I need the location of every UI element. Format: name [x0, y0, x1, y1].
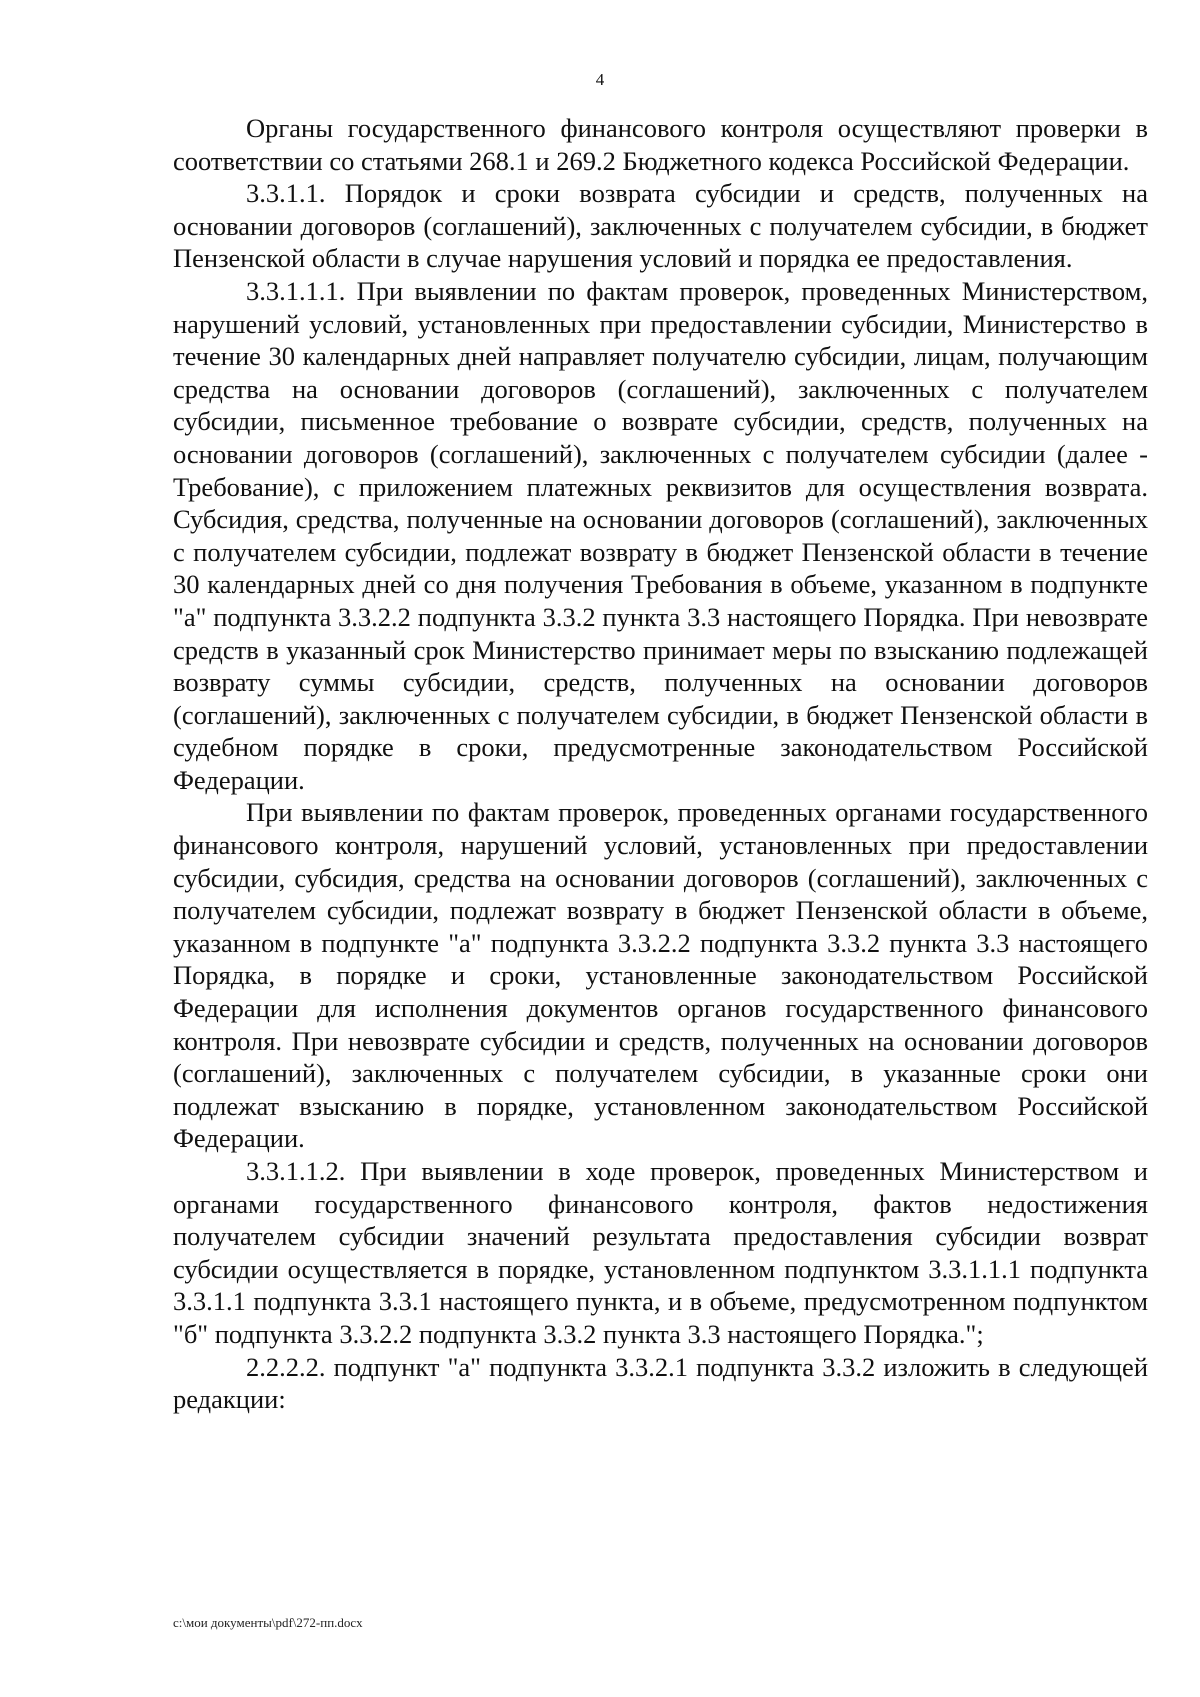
document-body — [173, 112, 1148, 1416]
paragraph-3-3-1-1: 3.3.1.1. Порядок и сроки возврата субсидии и средств, полученных на основании договоров (соглашений), заключенных с получателем субсидии, в бюджет Пензенской области в случае нарушения условий и порядка ее предоставления. — [173, 178, 1148, 274]
paragraph-control-bodies-violations: При выявлении по фактам проверок, проведенных органами государственного финансового контроля, нарушений условий, установленных при предоставлении субсидии, субсидия, средства на основании договоров (соглашений), заключенных с получателем субсидии, подлежат возврату в бюджет Пензенской области в объеме, указанном в подпункте "а" подпункта 3.3.2.2 подпункта 3.3.2 пункта 3.3 настоящего Порядка, в порядке и сроки, установленные законодательством Российской Федерации для исполнения документов органов государственного финансового контроля. При невозврате субсидии и средств, полученных на основании договоров (соглашений), заключенных с получателем субсидии, в указанные сроки они подлежат взысканию в порядке, установленном законодательством Российской Федерации. — [173, 797, 1148, 1154]
paragraph-3-3-1-1-2: 3.3.1.1.2. При выявлении в ходе проверок, проведенных Министерством и органами государственного финансового контроля, фактов недостижения получателем субсидии значений результата предоставления субсидии возврат субсидии осуществляется в порядке, установленном подпунктом 3.3.1.1.1 подпункта 3.3.1.1 подпункта 3.3.1 настоящего пункта, и в объеме, предусмотренном подпунктом "б" подпункта 3.3.2.2 подпункта 3.3.2 пункта 3.3 настоящего Порядка."; — [173, 1156, 1148, 1349]
page-number: 4 — [595, 70, 605, 89]
footer-file-path: c:\мои документы\pdf\272-пп.docx — [173, 1615, 363, 1630]
paragraph-financial-control: Органы государственного финансового контроля осуществляют проверки в соответствии со статьями 268.1 и 269.2 Бюджетного кодекса Российской Федерации. — [173, 113, 1148, 176]
paragraph-2-2-2-2: 2.2.2.2. подпункт "а" подпункта 3.3.2.1 подпункта 3.3.2 изложить в следующей редакции: — [173, 1351, 1148, 1415]
paragraph-3-3-1-1-1: 3.3.1.1.1. При выявлении по фактам проверок, проведенных Министерством, нарушений условий, установленных при предоставлении субсидии, Министерство в течение 30 календарных дней направляет получателю субсидии, лицам, получающим средства на основании договоров (соглашений), заключенных с получателем субсидии, письменное требование о возврате субсидии, средств, полученных на основании договоров (соглашений), заключенных с получателем субсидии (далее - Требование), с приложением платежных реквизитов для осуществления возврата. Субсидия, средства, полученные на основании договоров (соглашений), заключенных с получателем субсидии, подлежат возврату в бюджет Пензенской области в течение 30 календарных дней со дня получения Требования в объеме, указанном в подпункте "а" подпункта 3.3.2.2 подпункта 3.3.2 пункта 3.3 настоящего Порядка. При невозврате средств в указанный срок Министерство принимает меры по взысканию подлежащей возврату суммы субсидии, средств, полученных на основании договоров (соглашений), заключенных с получателем субсидии, в бюджет Пензенской области в судебном порядке в сроки, предусмотренные законодательством Российской Федерации. — [173, 275, 1148, 795]
